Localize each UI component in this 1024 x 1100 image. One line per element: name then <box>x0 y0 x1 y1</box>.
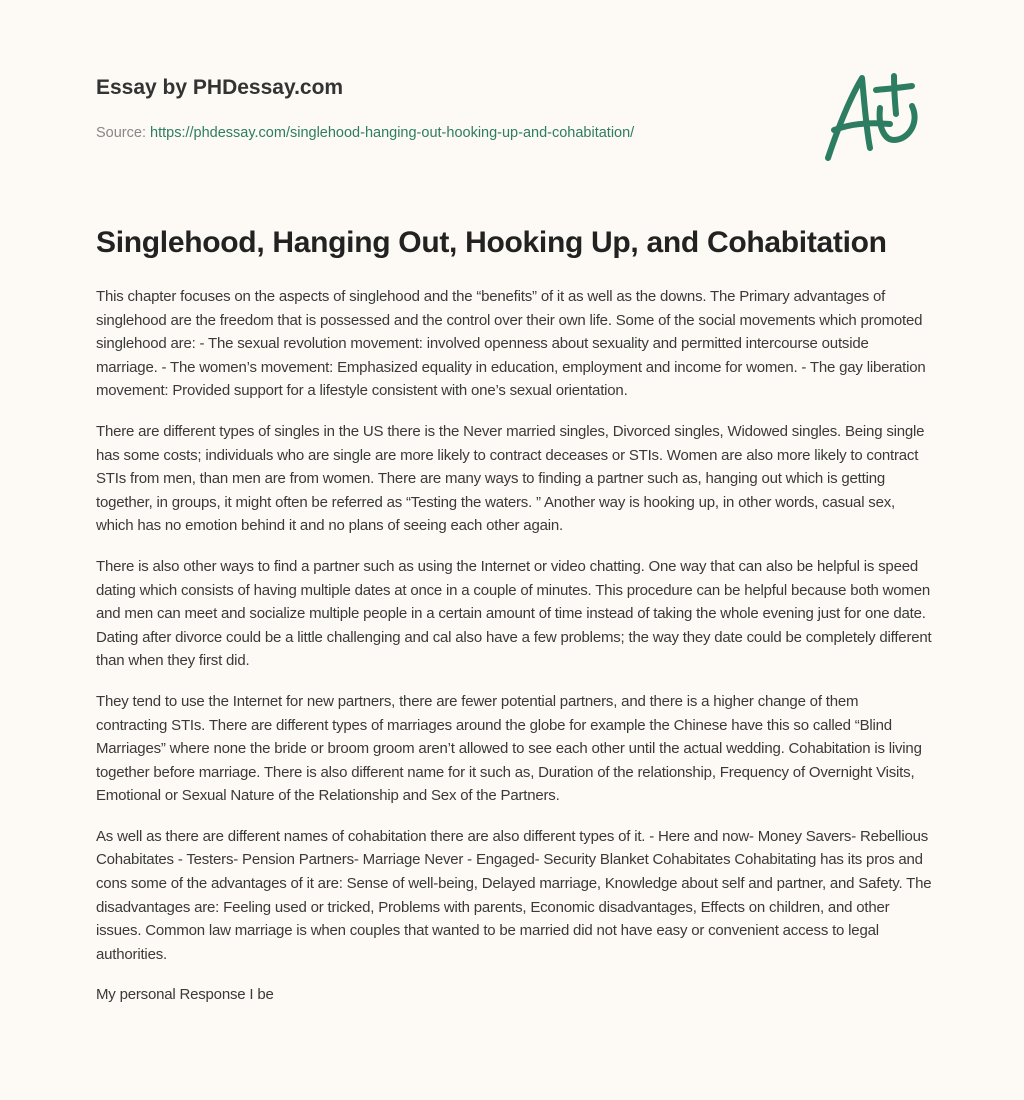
site-header <box>96 76 343 100</box>
essay-title: Singlehood, Hanging Out, Hooking Up, and Cohabitation <box>96 226 887 259</box>
essay-paragraph: There are different types of singles in the US there is the Never married singles, Divorced singles, Widowed singles. Being single has some costs; individuals who are single are more likely to contract deceases or STIs. Women are also more likely to contract STIs from men, than men are from women. There are many ways to finding a partner such as, hanging out which is getting together, in groups, it might often be referred as “Testing the waters. ” Another way is hooking up, in other words, casual sex, which has no emotion behind it and no plans of seeing each other again. <box>96 422 925 535</box>
essay-body <box>96 285 932 1024</box>
essay-paragraph: They tend to use the Internet for new partners, there are fewer potential partners, and there is a higher change of them contracting STIs. There are different types of marriages around the globe for example the Chinese have this so called “Blind Marriages” where none the bride or broom groom aren’t allowed to see each other until the actual wedding. Cohabitation is living together before marriage. There is also different name for it such as, Duration of the relationship, Frequency of Overnight Visits, Emotional or Sexual Nature of the Relationship and Sex of the Partners. <box>96 692 922 805</box>
source-label: Source: <box>96 125 146 141</box>
essay-paragraph: This chapter focuses on the aspects of singlehood and the “benefits” of it as well as the downs. The Primary advantages of singlehood are the freedom that is possessed and the control over their own life. Some of the social movements which promoted singlehood are: - The sexual revolution movement: involved openness about sexuality and permitted intercourse outside marriage. - The women’s movement: Emphasized equality in education, employment and income for women. - The gay liberation movement: Provided support for a lifestyle consistent with one’s sexual orientation. <box>96 288 926 400</box>
source-link[interactable]: https://phdessay.com/singlehood-hanging-out-hooking-up-and-cohabitation/ <box>150 125 635 141</box>
essay-paragraph: As well as there are different names of cohabitation there are also different types of it. - Here and now- Money Savers- Rebellious Cohabitates - Testers- Pension Partners- Marriage Never - Engaged- Security Blanket Cohabitates Cohabitating has its pros and cons some of the advantages of it are: Sense of well-being, Delayed marriage, Knowledge about self and partner, and Safety. The disadvantages are: Feeling used or tricked, Problems with parents, Economic disadvantages, Effects on children, and other issues. Common law marriage is when couples that wanted to be married did not have easy or convenient access to legal authorities. <box>96 827 932 963</box>
source-line <box>96 125 634 141</box>
essay-paragraph: My personal Response I be <box>96 986 274 1004</box>
site-title: Essay by PHDessay.com <box>96 76 344 99</box>
essay-paragraph: There is also other ways to find a partner such as using the Internet or video chatting. One way that can also be helpful is speed dating which consists of having multiple dates at once in a couple of minutes. This procedure can be helpful because both women and men can meet and socialize multiple people in a certain amount of time instead of taking the whole evening just for one date. Dating after divorce could be a little challenging and cal also have a few problems; the way they date could be completely different than when they first did. <box>96 557 932 670</box>
a-plus-logo-icon <box>820 68 930 168</box>
